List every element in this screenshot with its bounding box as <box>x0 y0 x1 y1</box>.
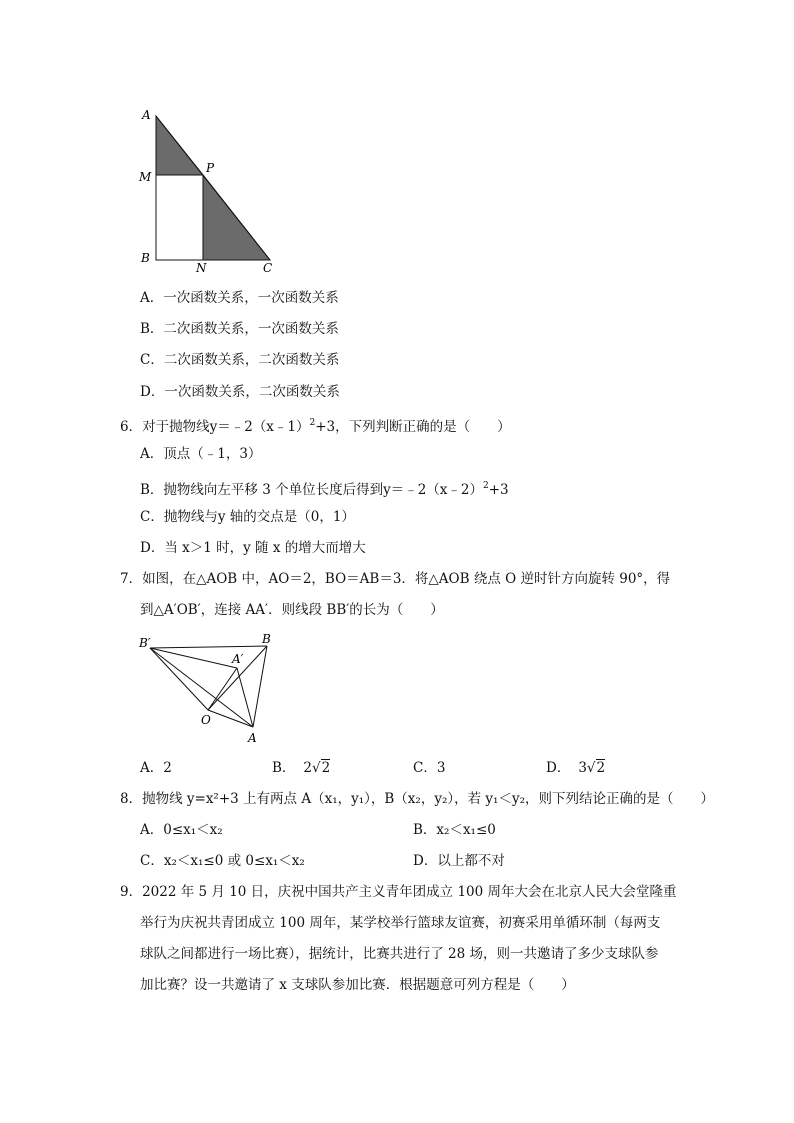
label-b2: B <box>262 632 271 646</box>
q5-option-d: D．一次函数关系，二次函数关系 <box>140 384 340 400</box>
label-o: O <box>201 713 211 727</box>
q6-option-a: A．顶点（﹣1，3） <box>140 446 262 462</box>
q6-stem: 6．对于抛物线y＝﹣2（x﹣1）$^2$+3，下列判断正确的是（ ） <box>120 418 511 435</box>
q8-stem: 8．抛物线 y=x²+3 上有两点 A（x₁，y₁），B（x₂，y₂），若 y₁＜y₂，则下列结论正确的是（ ） <box>120 791 714 807</box>
q5-figure <box>130 100 290 280</box>
q5-option-a: A．一次函数关系，一次函数关系 <box>140 290 339 306</box>
q7-option-d: D． 3√2 <box>546 760 606 776</box>
label-a2: A <box>248 731 257 745</box>
q8-option-a: A．0≤x₁＜x₂ <box>140 822 223 838</box>
q8-option-b: B．x₂＜x₁≤0 <box>413 822 496 838</box>
q5-option-c: C．二次函数关系，二次函数关系 <box>140 352 340 368</box>
label-a-prime: A′ <box>232 652 244 666</box>
q6-option-c: C．抛物线与y 轴的交点是（0，1） <box>140 509 355 525</box>
label-a: A <box>142 108 151 122</box>
q9-stem-line4: 加比赛？设一共邀请了 x 支球队参加比赛．根据题意可列方程是（ ） <box>140 977 575 993</box>
label-p: P <box>206 161 215 175</box>
q8-option-d: D．以上都不对 <box>413 853 505 869</box>
q9-stem-line1: 9．2022 年 5 月 10 日，庆祝中国共产主义青年团成立 100 周年大会在北京人民大会堂隆重 <box>120 884 677 900</box>
q7-option-a: A．2 <box>140 760 172 776</box>
label-b-prime: B′ <box>139 636 151 650</box>
q7-figure <box>135 630 285 745</box>
q7-option-b: B． 2√2 <box>272 760 331 776</box>
q5-option-b: B．二次函数关系，一次函数关系 <box>140 321 339 337</box>
q6-option-d: D．当 x＞1 时，y 随 x 的增大而增大 <box>140 540 366 556</box>
q7-stem-line2: 到△A′OB′，连接 AA′．则线段 BB′的长为（ ） <box>140 602 444 618</box>
q9-stem-line3: 球队之间都进行一场比赛），据统计，比赛共进行了 28 场，则一共邀请了多少支球队参 <box>140 946 659 962</box>
label-n: N <box>196 261 207 275</box>
q7-option-c: C．3 <box>413 760 446 776</box>
rectangle-mbnp <box>156 175 203 260</box>
q9-stem-line2: 举行为庆祝共青团成立 100 周年，某学校举行篮球友谊赛，初赛采用单循环制（每两支 <box>140 915 661 931</box>
q8-option-c: C．x₂＜x₁≤0 或 0≤x₁＜x₂ <box>140 853 305 869</box>
label-m: M <box>139 170 152 184</box>
label-b: B <box>141 251 150 265</box>
q7-stem-line1: 7．如图，在△AOB 中，AO＝2，BO＝AB＝3．将△AOB 绕点 O 逆时针方向旋转 90°，得 <box>120 571 671 587</box>
q6-option-b: B．抛物线向左平移 3 个单位长度后得到y＝﹣2（x﹣2）$^2$+3 <box>140 481 509 498</box>
label-c: C <box>263 261 273 275</box>
